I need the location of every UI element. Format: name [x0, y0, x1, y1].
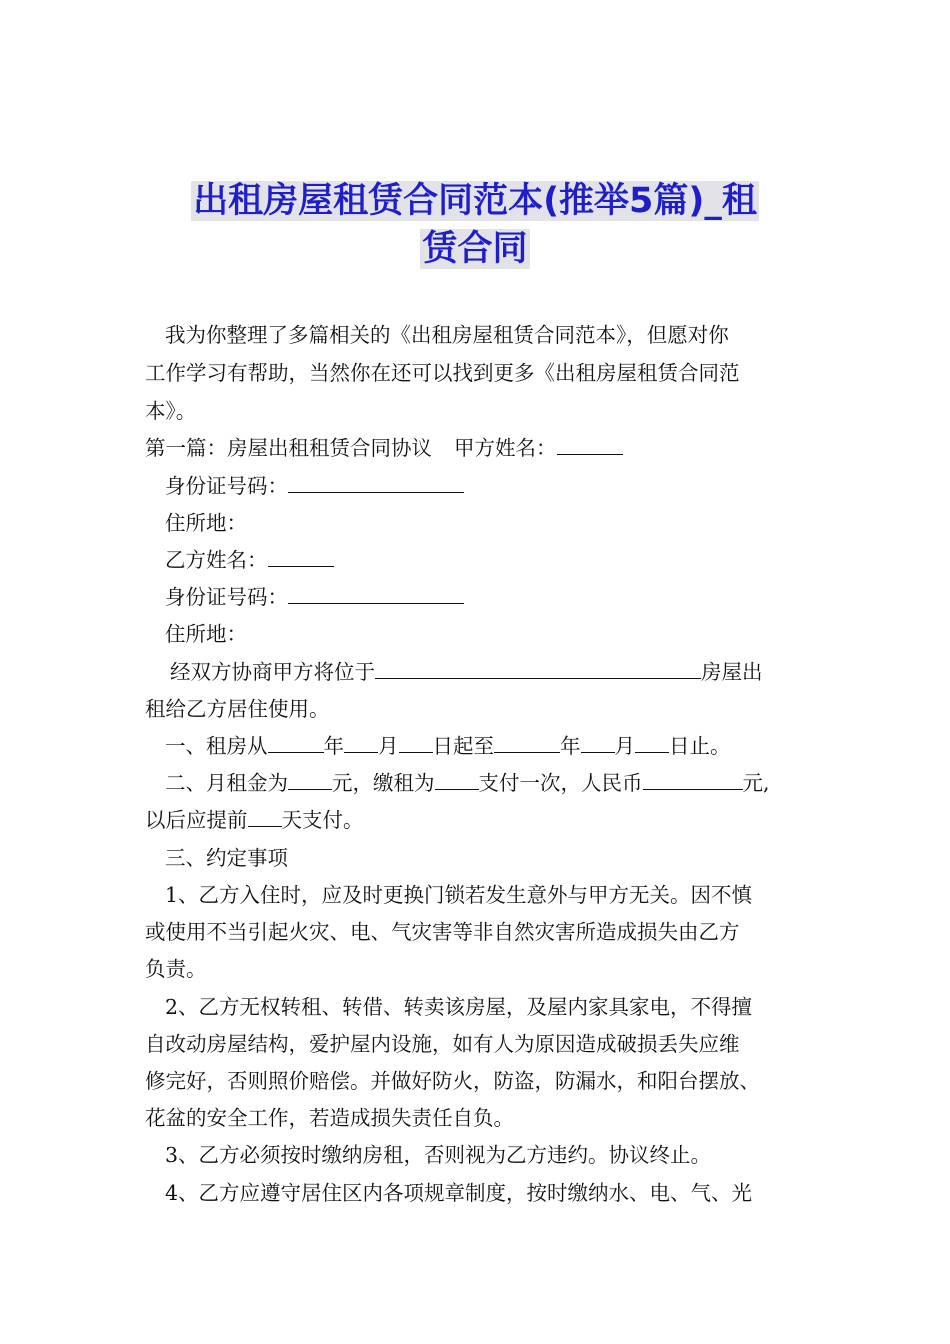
party-a-name-blank	[557, 436, 623, 455]
section-heading-line	[145, 433, 623, 463]
item-2-line: 自改动房屋结构，爱护屋内设施，如有人为原因造成破损丢失应维	[145, 1032, 740, 1056]
property-location-blank	[375, 660, 701, 679]
party-b-id-line: 身份证号码：	[165, 582, 464, 612]
item-3-line: 3、乙方必须按时缴纳房租，否则视为乙方违约。协议终止。	[165, 1143, 712, 1167]
item-2-line: 花盆的安全工作，若造成损失责任自负。	[145, 1106, 514, 1130]
party-a-id-line: 身份证号码：	[165, 471, 464, 501]
clause-3-heading: 三、约定事项	[165, 846, 288, 870]
party-a-name-label: 甲方姓名：	[454, 436, 557, 460]
item-2-line: 修完好，否则照价赔偿。并做好防火，防盗，防漏水，和阳台摆放、	[145, 1069, 760, 1093]
item-1-line: 负责。	[145, 957, 207, 981]
clause-2-rent: 二、月租金为 元，缴租为 支付一次，人民币 元,	[165, 771, 770, 795]
item-4-line: 4、乙方应遵守居住区内各项规章制度，按时缴纳水、电、气、光	[165, 1181, 753, 1205]
party-a-address-label: 住所地：	[165, 511, 247, 535]
section-heading: 第一篇：房屋出租租赁合同协议	[145, 436, 432, 460]
party-b-name-line: 乙方姓名：	[165, 545, 334, 575]
intro-paragraph-line: 本》。	[145, 399, 197, 423]
party-b-name-blank	[268, 548, 334, 567]
party-b-id-blank	[288, 585, 464, 604]
clause-1-term: 一、租房从 年 月 日起至 年 月 日止。	[165, 734, 731, 758]
agreement-line-continued: 租给乙方居住使用。	[145, 697, 330, 721]
party-a-id-blank	[288, 474, 464, 493]
clause-2-rent-continued: 以后应提前 天支付。	[145, 808, 364, 832]
agreement-line: 经双方协商甲方将位于 房屋出	[170, 660, 763, 684]
document-title-continued: 赁合同	[422, 229, 528, 269]
item-2-line: 2、乙方无权转租、转借、转卖该房屋，及屋内家具家电，不得擅	[165, 995, 753, 1019]
item-1-line: 1、乙方入住时，应及时更换门锁若发生意外与甲方无关。因不慎	[165, 883, 753, 907]
party-b-address-label: 住所地：	[165, 622, 247, 646]
intro-paragraph-line: 我为你整理了多篇相关的《出租房屋租赁合同范本》，但愿对你	[165, 323, 729, 347]
intro-paragraph-line: 工作学习有帮助，当然你在还可以找到更多《出租房屋租赁合同范	[145, 361, 740, 385]
document-title: 出租房屋租赁合同范本(推举5篇)_租	[193, 181, 757, 221]
item-1-line: 或使用不当引起火灾、电、气灾害等非自然灾害所造成损失由乙方	[145, 920, 740, 944]
